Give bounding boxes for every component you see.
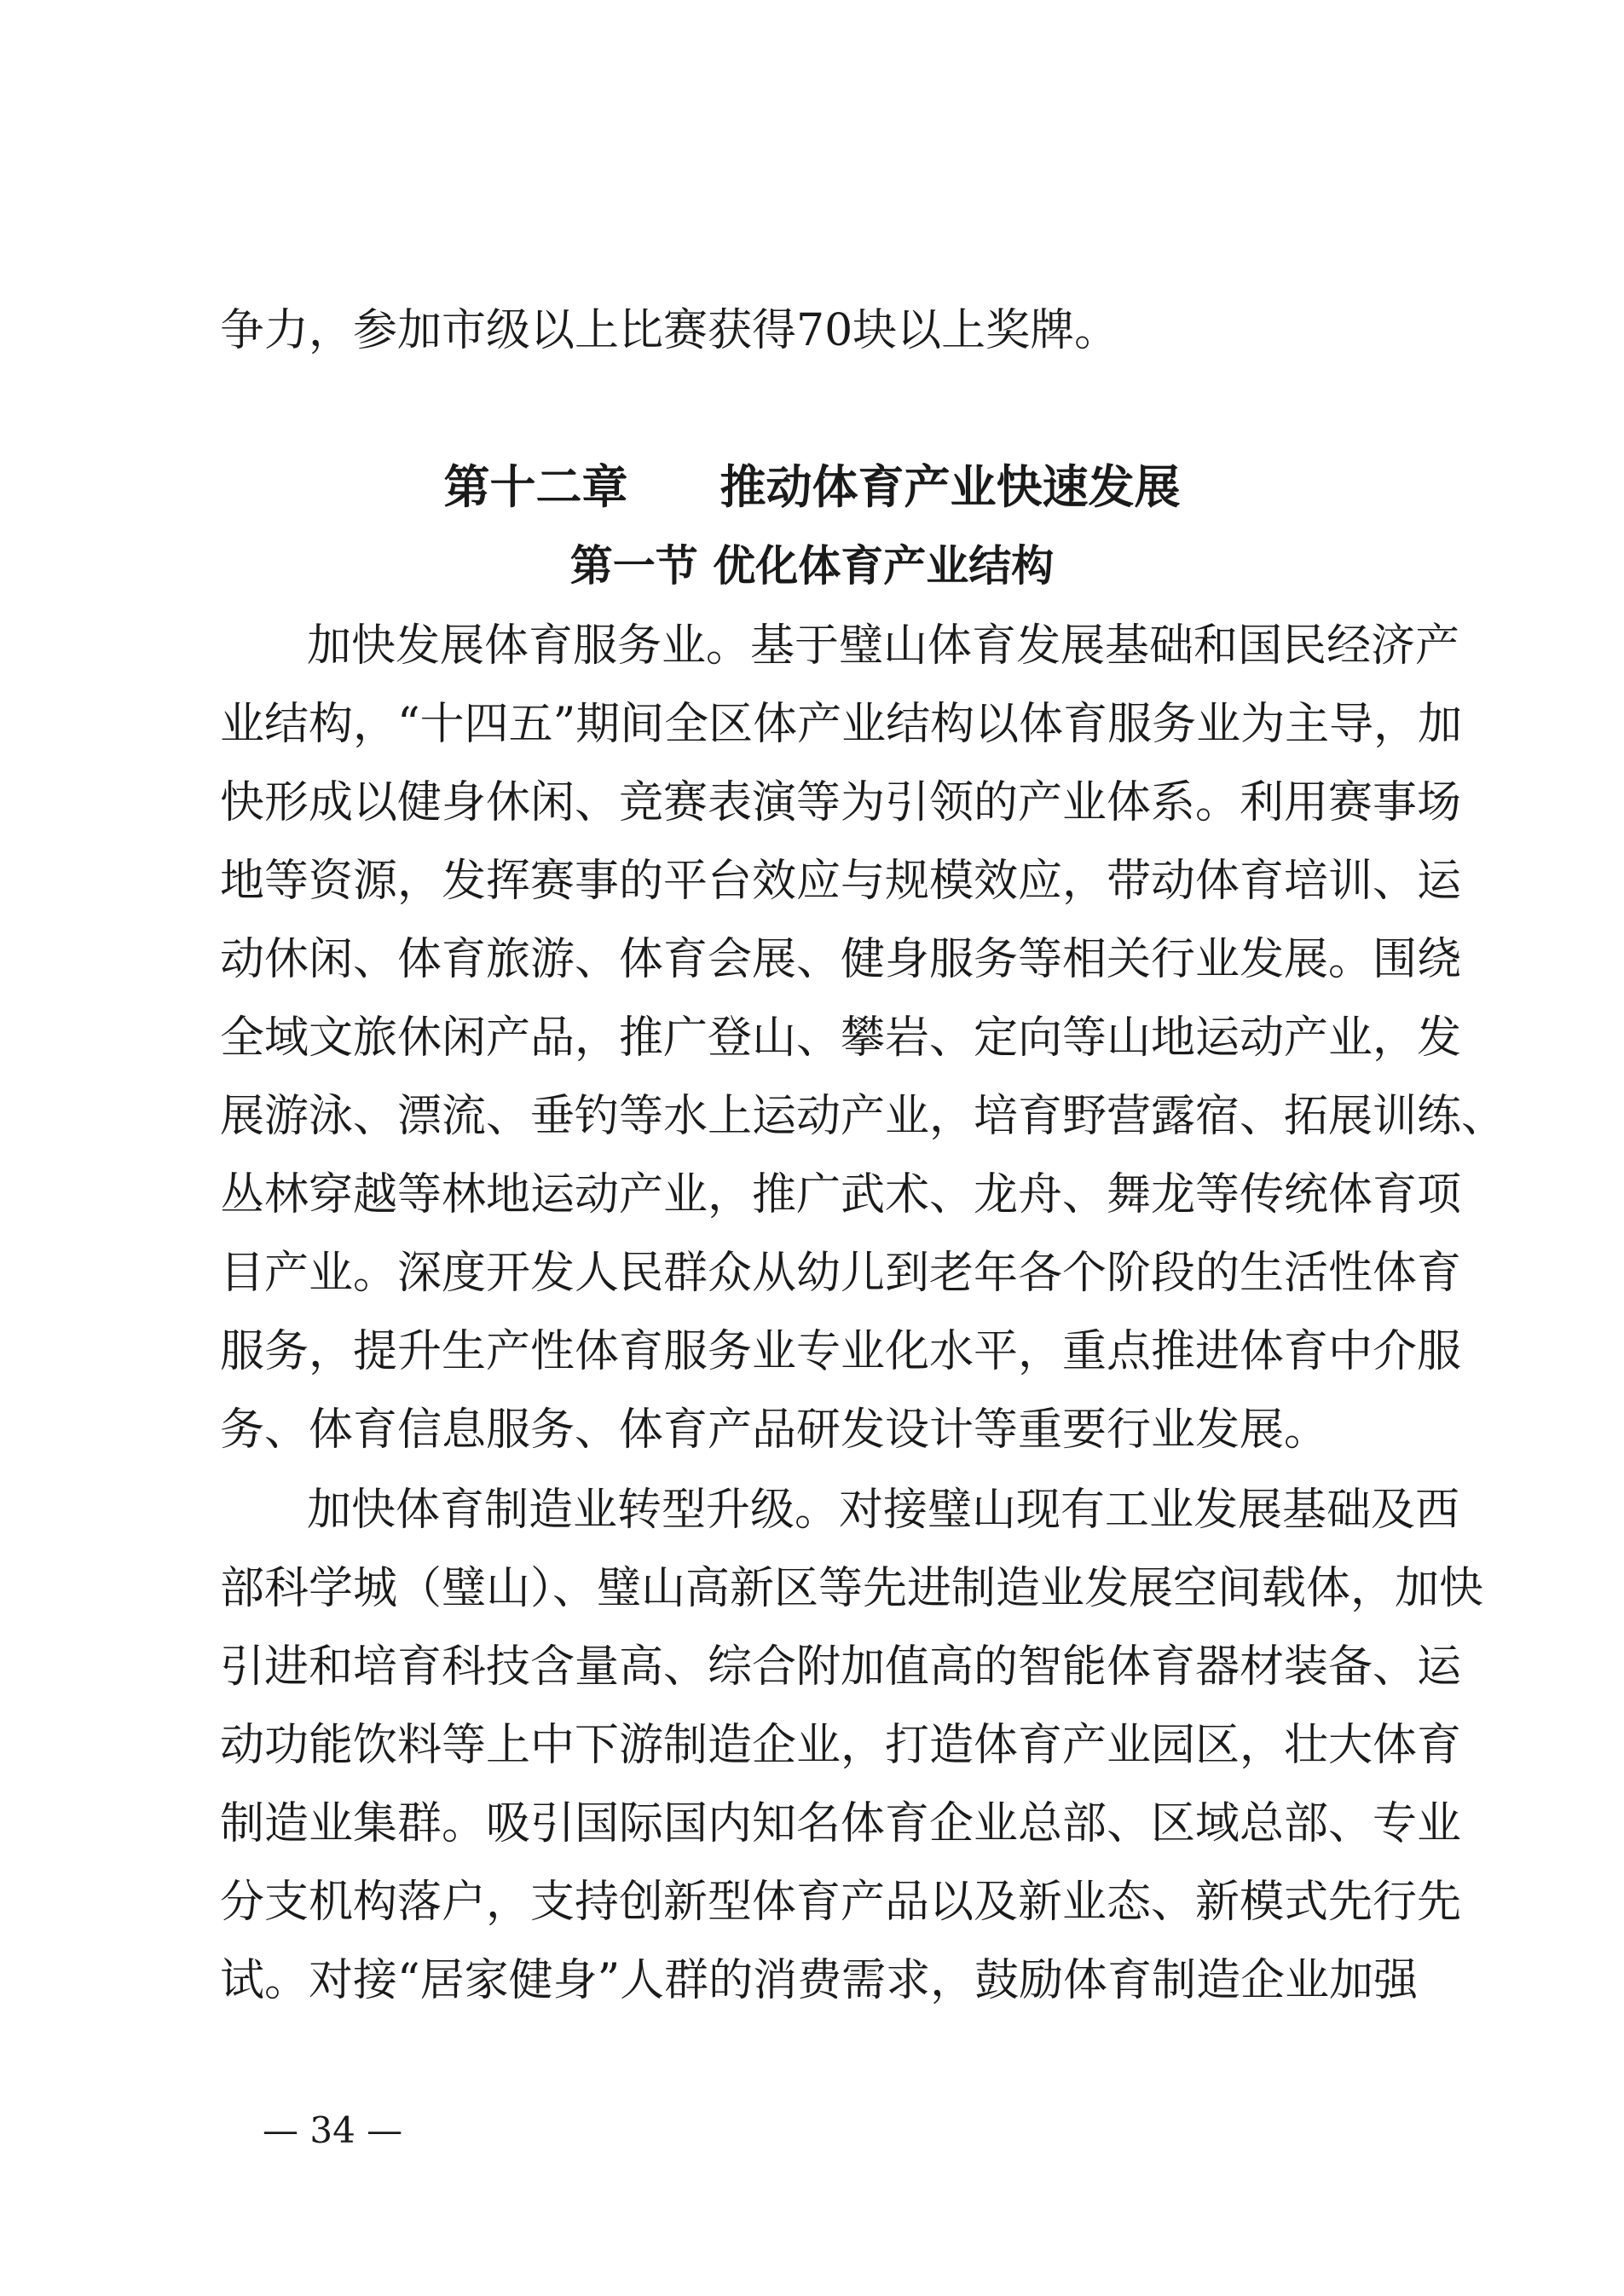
paragraph-line: 动功能饮料等上中下游制造企业，打造体育产业园区，壮大体育 <box>220 1720 1462 1771</box>
paragraph-line: 服务，提升生产性体育服务业专业化水平，重点推进体育中介服 <box>220 1326 1462 1377</box>
paragraph-line: 动休闲、体育旅游、体育会展、健身服务等相关行业发展。围绕 <box>220 934 1462 985</box>
section-title: 第一节 优化体育产业结构 <box>569 540 1055 591</box>
paragraph-line: 务、体育信息服务、体育产品研发设计等重要行业发展。 <box>220 1405 1329 1456</box>
paragraph-line: 部科学城（璧山）、璧山高新区等先进制造业发展空间载体，加快 <box>220 1563 1484 1614</box>
page-number: — 34 — <box>263 2109 403 2151</box>
paragraph-line: 引进和培育科技含量高、综合附加值高的智能体育器材装备、运 <box>220 1641 1462 1693</box>
paragraph-line: 全域文旅休闲产品，推广登山、攀岩、定向等山地运动产业，发 <box>220 1012 1462 1064</box>
paragraph-line: 展游泳、漂流、垂钓等水上运动产业，培育野营露宿、拓展训练、 <box>220 1091 1506 1142</box>
paragraph-line: 地等资源，发挥赛事的平台效应与规模效应，带动体育培训、运 <box>220 856 1462 907</box>
paragraph-line: 业结构，“十四五”期间全区体产业结构以体育服务业为主导，加 <box>220 699 1463 750</box>
intro-line: 争力，参加市级以上比赛获得70块以上奖牌。 <box>220 305 1119 356</box>
paragraph-line: 快形成以健身休闲、竞赛表演等为引领的产业体系。利用赛事场 <box>220 777 1462 828</box>
paragraph-line: 试。对接“居家健身”人群的消费需求，鼓励体育制造企业加强 <box>220 1955 1419 2006</box>
paragraph-line: 分支机构落户，支持创新型体育产品以及新业态、新模式先行先 <box>220 1877 1462 1928</box>
paragraph-line: 目产业。深度开发人民群众从幼儿到老年各个阶段的生活性体育 <box>220 1248 1462 1299</box>
paragraph-line: 加快发展体育服务业。基于璧山体育发展基础和国民经济产 <box>307 620 1460 672</box>
paragraph-line: 丛林穿越等林地运动产业，推广武术、龙舟、舞龙等传统体育项 <box>220 1169 1462 1220</box>
chapter-title: 第十二章 推动体育产业快速发展 <box>443 460 1181 514</box>
paragraph-line: 加快体育制造业转型升级。对接璧山现有工业发展基础及西 <box>307 1485 1460 1536</box>
paragraph-line: 制造业集群。吸引国际国内知名体育企业总部、区域总部、专业 <box>220 1798 1462 1849</box>
